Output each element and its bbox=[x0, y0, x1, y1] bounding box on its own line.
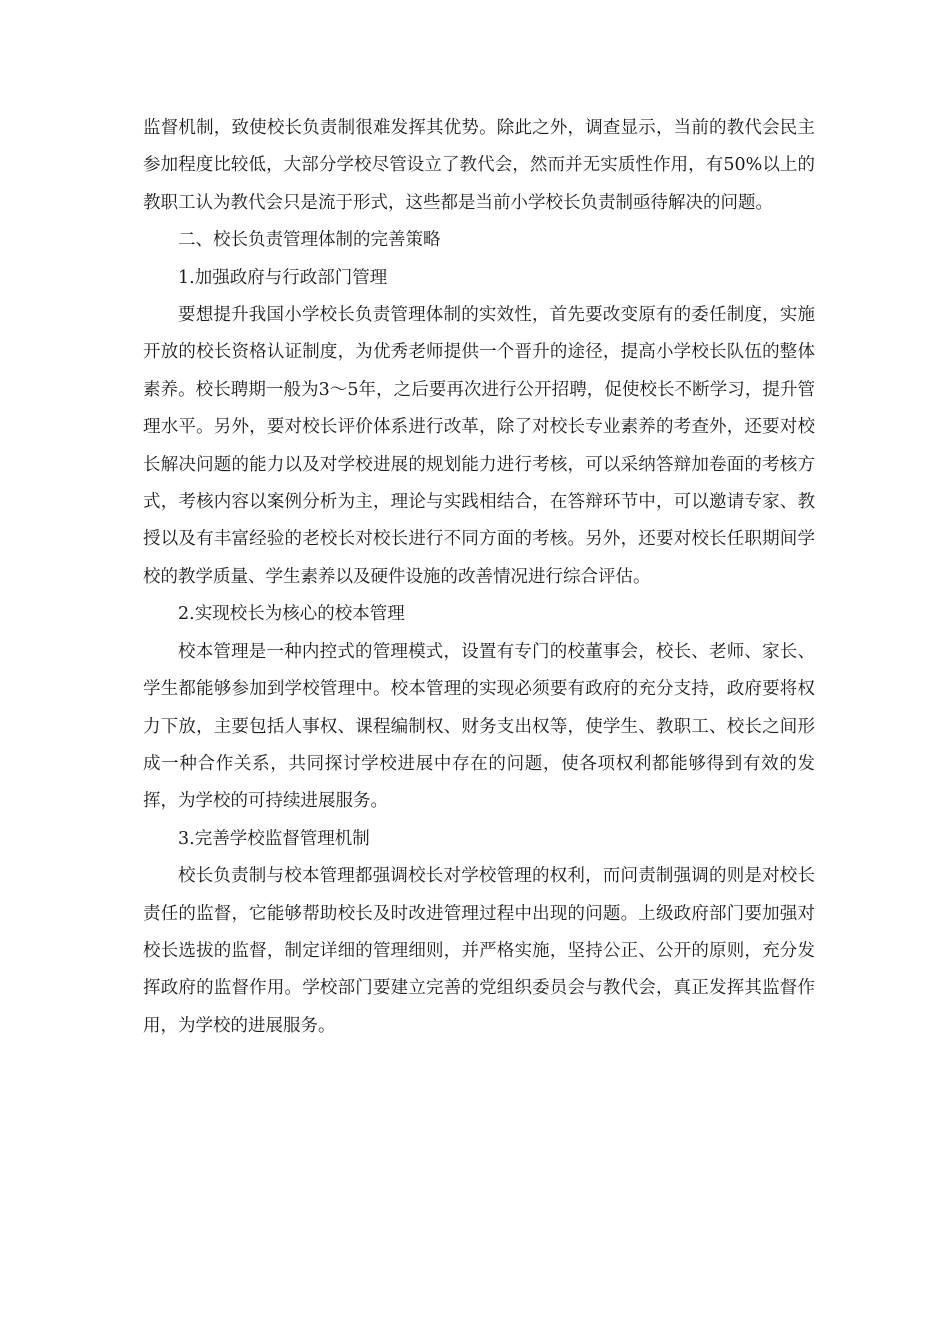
subsection-heading-3: 3.完善学校监督管理机制 bbox=[178, 828, 370, 849]
paragraph-continuation: 监督机制，致使校长负责制很难发挥其优势。除此之外，调查显示，当前的教代会民主参加程度比较低，大部分学校尽管设立了教代会，然而并无实质性作用，有50%以上的教职工认为教代会只是流于形式，这些都是当前小学校长负责制亟待解决的问题。 bbox=[143, 118, 815, 213]
subsection-heading-1: 1.加强政府与行政部门管理 bbox=[178, 267, 388, 288]
subsection-heading-2: 2.实现校长为核心的校本管理 bbox=[178, 604, 405, 625]
paragraph-3: 校长负责制与校本管理都强调校长对学校管理的权利，而问责制强调的则是对校长责任的监督，它能够帮助校长及时改进管理过程中出现的问题。上级政府部门要加强对校长选拔的监督，制定详细的管理细则，并严格实施，坚持公正、公开的原则，充分发挥政府的监督作用。学校部门要建立完善的党组织委员会与教代会，真正发挥其监督作用，为学校的进展服务。 bbox=[143, 866, 815, 1036]
document-body bbox=[143, 110, 815, 1045]
section-heading: 二、校长负责管理体制的完善策略 bbox=[178, 230, 441, 251]
paragraph-1: 要想提升我国小学校长负责管理体制的实效性，首先要改变原有的委任制度，实施开放的校长资格认证制度，为优秀老师提供一个晋升的途径，提高小学校长队伍的整体素养。校长聘期一般为3～5年，之后要再次进行公开招聘，促使校长不断学习，提升管理水平。另外，要对校长评价体系进行改革，除了对校长专业素养的考查外，还要对校长解决问题的能力以及对学校进展的规划能力进行考核，可以采纳答辩加卷面的考核方式，考核内容以案例分析为主，理论与实践相结合，在答辩环节中，可以邀请专家、教授以及有丰富经验的老校长对校长进行不同方面的考核。另外，还要对校长任职期间学校的教学质量、学生素养以及硬件设施的改善情况进行综合评估。 bbox=[143, 305, 815, 587]
paragraph-2: 校本管理是一种内控式的管理模式，设置有专门的校董事会，校长、老师、家长、学生都能够参加到学校管理中。校本管理的实现必须要有政府的充分支持，政府要将权力下放，主要包括人事权、课程编制权、财务支出权等，使学生、教职工、校长之间形成一种合作关系，共同探讨学校进展中存在的问题，使各项权利都能够得到有效的发挥，为学校的可持续进展服务。 bbox=[143, 641, 815, 812]
